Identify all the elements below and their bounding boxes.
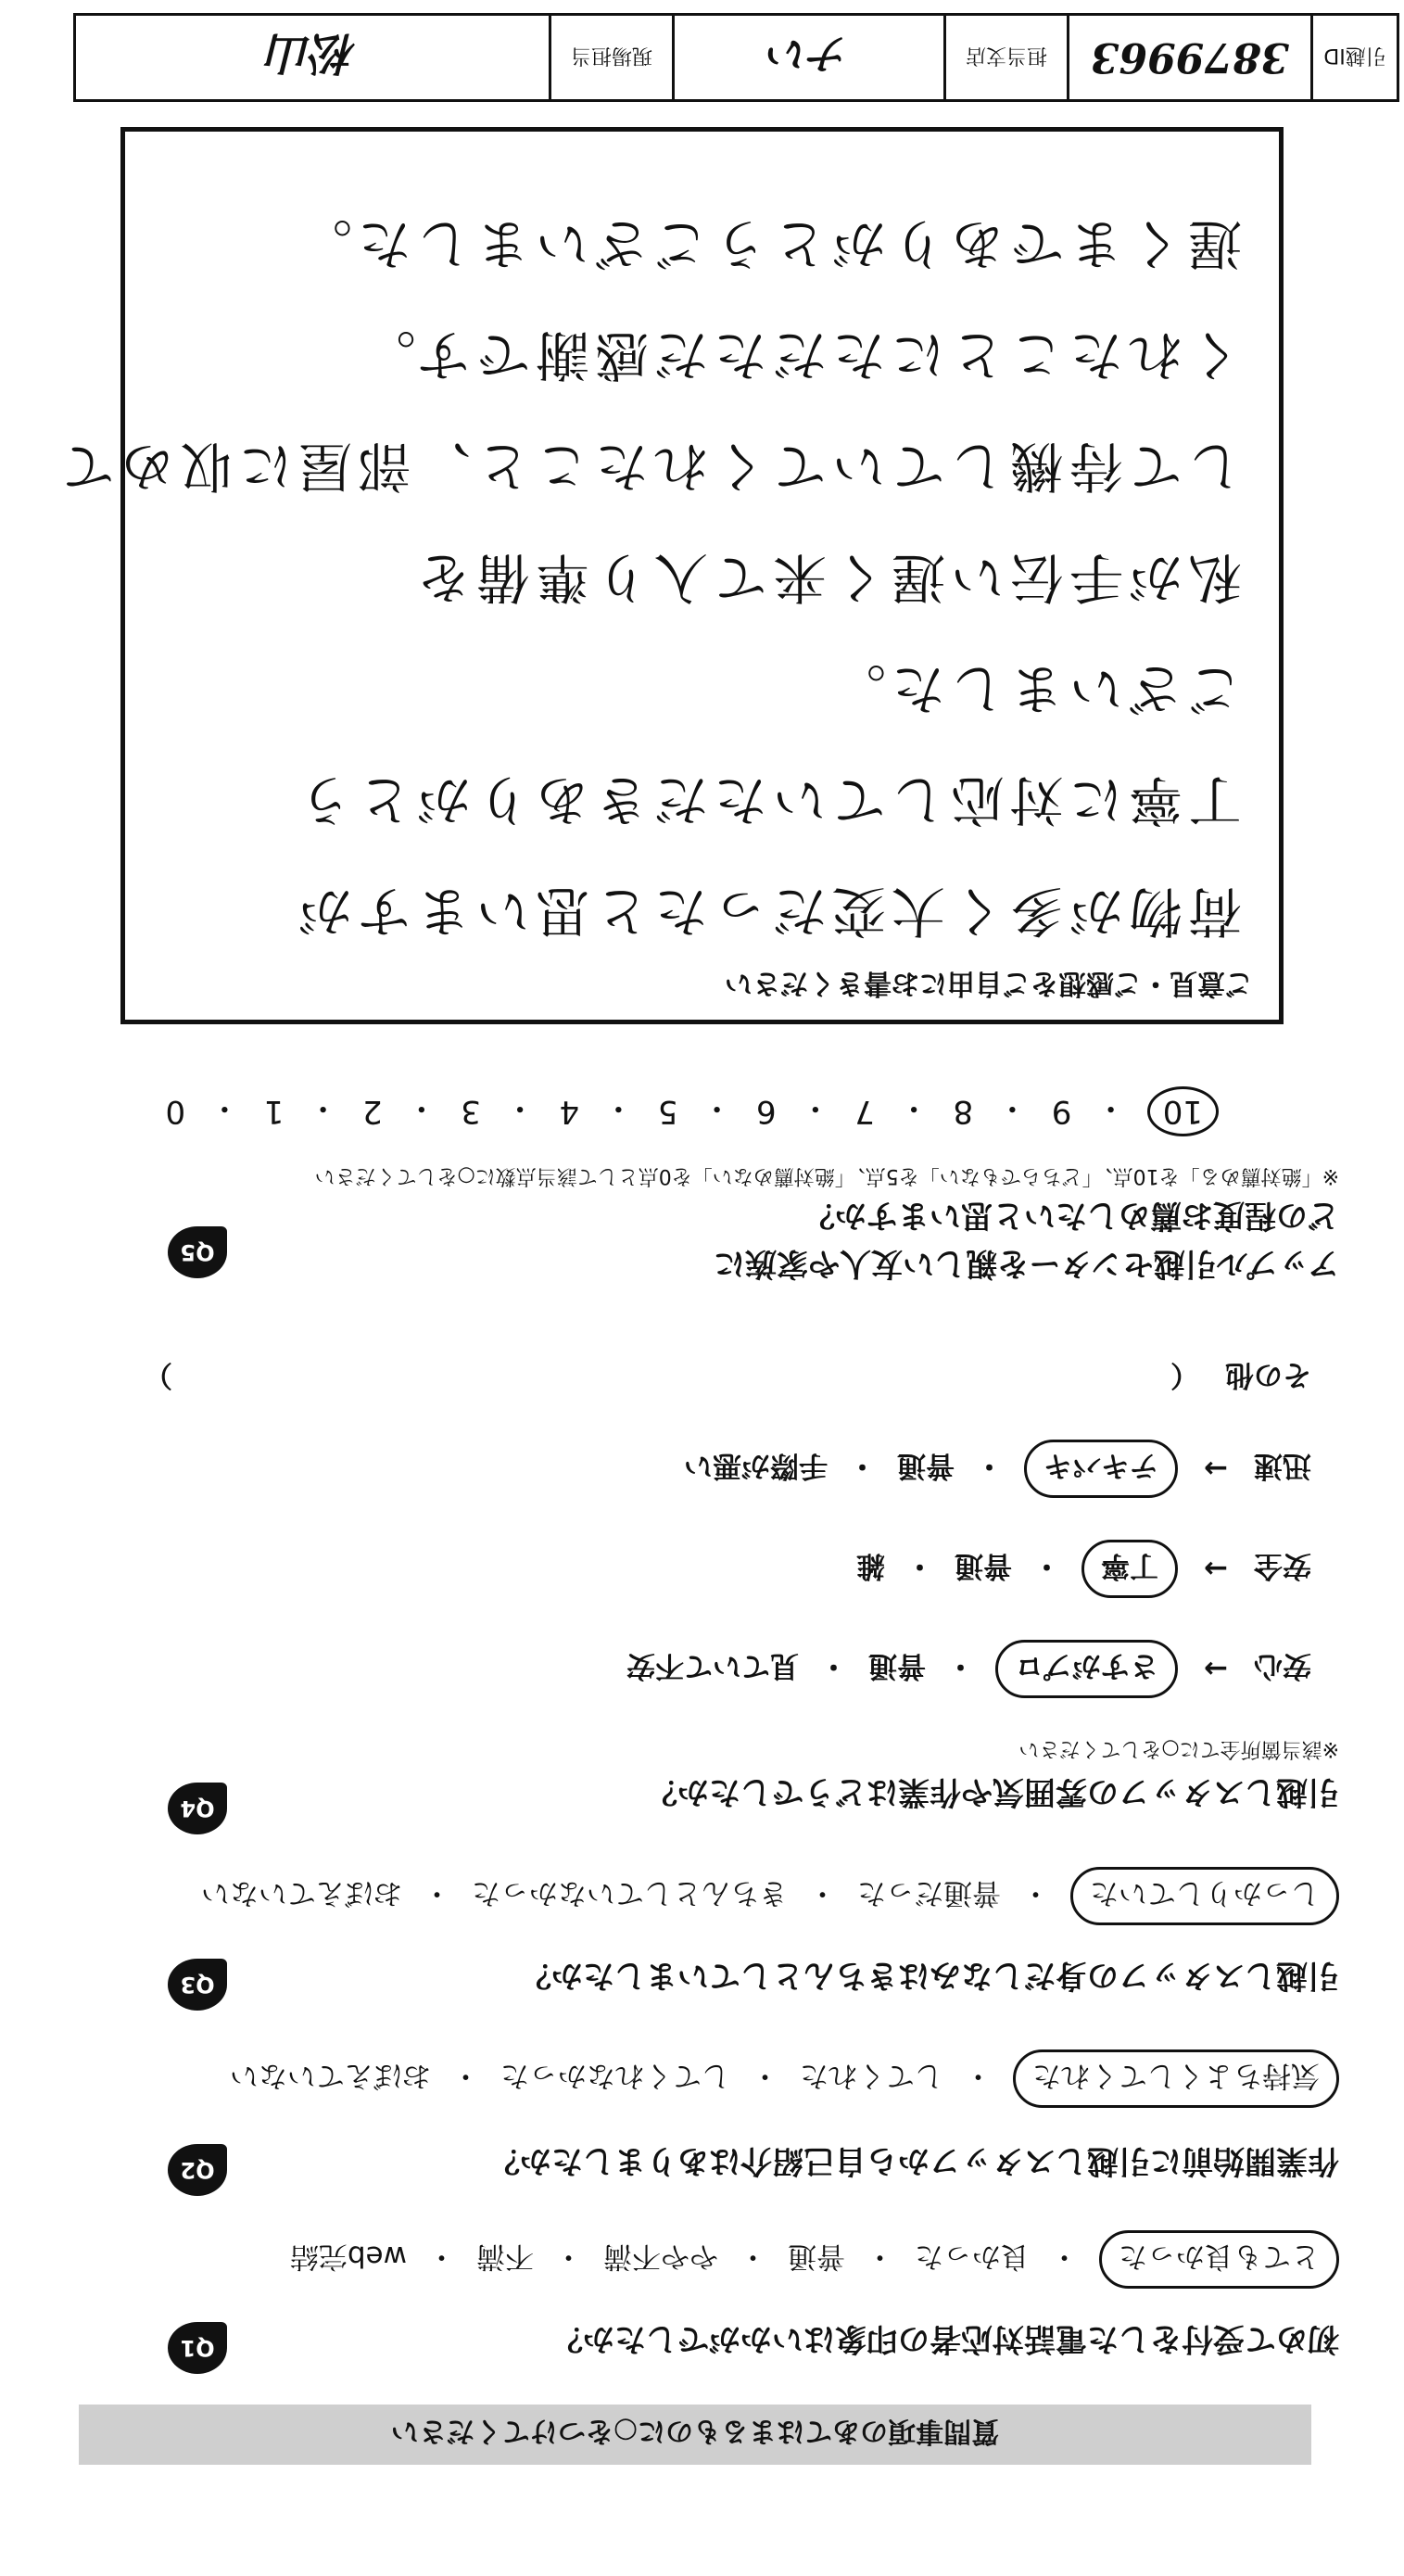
q4-option[interactable]: 丁寧 — [1081, 1540, 1178, 1598]
rating-8[interactable]: 8 — [953, 1093, 974, 1130]
q4-note: ※該当箇所全てに○をしてください — [1018, 1737, 1339, 1760]
rating-10[interactable]: 10 — [1147, 1086, 1219, 1136]
q4-option[interactable]: 普通 — [897, 1449, 955, 1482]
rating-9[interactable]: 9 — [1051, 1093, 1072, 1130]
q2-badge-icon: Q2 — [168, 2144, 227, 2196]
rating-6[interactable]: 6 — [755, 1093, 777, 1130]
rating-2[interactable]: 2 — [361, 1093, 383, 1130]
q4-other-open-paren: （ — [1170, 1358, 1199, 1391]
q3-badge-icon: Q3 — [168, 1959, 227, 2011]
q3-question: 引越しスタッフの身だしなみはきちんとしていましたか？ — [520, 1957, 1339, 1994]
arrow-icon: → — [1204, 1552, 1228, 1586]
q3-option[interactable]: 普通だった — [857, 1876, 1001, 1910]
staff-value: 松山 — [268, 27, 358, 80]
comment-title: ご意見・ご感想をご自由にお書きください — [725, 967, 1253, 999]
comment-line: 私が手伝い遅く来て入り準備を — [411, 546, 1242, 609]
id-label: 引越ID — [1310, 16, 1397, 99]
q2-question: 作業開始前に引越しスタッフから自己紹介はありましたか？ — [488, 2142, 1339, 2179]
comment-line: ございました。 — [826, 657, 1242, 720]
q4-option[interactable]: テキパキ — [1024, 1440, 1178, 1498]
q3-options: しっかりしていた ・ 普通だった ・ きちんとしていなかった ・ おぼえていない — [201, 1867, 1339, 1925]
q1-option[interactable]: 良かった — [915, 2240, 1030, 2273]
q2-options: 気持ちよくしてくれた ・ してくれた ・ してくれなかった ・ おぼえていない — [230, 2049, 1339, 2108]
q1-option[interactable]: やや不満 — [603, 2240, 718, 2273]
q1-badge-icon: Q1 — [168, 2322, 227, 2374]
comment-line: 遅くまでありがとうございました。 — [292, 212, 1242, 275]
q3-option[interactable]: しっかりしていた — [1070, 1867, 1339, 1925]
comment-line: して待機していてくれたこと、部屋に収めて — [55, 435, 1242, 498]
comment-line: 荷物が多く大変だったと思いますが — [292, 880, 1242, 943]
q4-option[interactable]: 雑 — [856, 1549, 886, 1582]
rating-1[interactable]: 1 — [263, 1093, 285, 1130]
q4-row-label: 安心 — [1254, 1649, 1311, 1682]
rating-0[interactable]: 0 — [165, 1093, 186, 1130]
rating-7[interactable]: 7 — [854, 1093, 875, 1130]
id-header-bar — [73, 13, 1399, 102]
q1-option[interactable]: 普通 — [788, 2240, 845, 2273]
comment-line: 丁寧に対応していただきありがとう — [292, 768, 1242, 831]
q4-other-label: その他 — [1225, 1358, 1311, 1391]
id-value: 3879963 — [1067, 16, 1310, 99]
q4-other-close-paren: ） — [144, 1358, 172, 1391]
branch-label: 担当支店 — [943, 16, 1067, 99]
q4-badge-icon: Q4 — [168, 1783, 227, 1834]
q4-option[interactable]: 普通 — [868, 1649, 927, 1682]
q4-row-safety: 安全 → 丁寧 ・ 普通 ・ 雑 — [856, 1540, 1311, 1598]
q1-option[interactable]: 不満 — [476, 2240, 534, 2273]
q1-option[interactable]: web完結 — [289, 2240, 407, 2273]
arrow-icon: → — [1204, 1452, 1228, 1486]
q4-other-row — [144, 1357, 1311, 1399]
staff-label: 現場担当 — [549, 16, 672, 99]
q4-option[interactable]: 見ていて不安 — [626, 1649, 800, 1682]
q5-badge-icon: Q5 — [168, 1226, 227, 1278]
q4-question: 引越しスタッフの雰囲気や作業はどうでしたか？ — [646, 1773, 1339, 1810]
q5-question-line2: どの程度お薦めしたいと思いますか？ — [803, 1197, 1339, 1234]
q5-note: ※「絶対薦める」を10点、「どちらでもない」を5点、「絶対薦めない」を0点として該当点数に○をしてください — [314, 1164, 1339, 1187]
comment-line: くれたことにただただ感謝です。 — [356, 324, 1242, 387]
comment-box — [55, 127, 1284, 1024]
q5-question-line1: アップル引越センターを親しい友人や家族に — [714, 1245, 1339, 1282]
q4-row-label: 安全 — [1254, 1549, 1311, 1582]
q1-option[interactable]: とても良かった — [1099, 2230, 1339, 2289]
branch-value: ナい — [672, 16, 943, 99]
q3-option[interactable]: おぼえていない — [201, 1876, 402, 1910]
q1-question: 初めて受付をした電話対応者の印象はいかがでしたか？ — [551, 2320, 1339, 2357]
q4-option[interactable]: 普通 — [955, 1549, 1013, 1582]
q4-option[interactable]: 手際が悪い — [684, 1449, 828, 1482]
rating-3[interactable]: 3 — [461, 1093, 481, 1130]
q4-option[interactable]: さすがプロ — [995, 1640, 1178, 1698]
q2-option[interactable]: してくれなかった — [500, 2059, 730, 2092]
instruction-band: 質問事項のあてはまるものに○をつけてください — [79, 2405, 1311, 2465]
arrow-icon: → — [1204, 1652, 1228, 1686]
rating-5[interactable]: 5 — [657, 1093, 678, 1130]
q2-option[interactable]: 気持ちよくしてくれた — [1013, 2049, 1339, 2108]
q2-option[interactable]: してくれた — [800, 2059, 943, 2092]
q4-row-speed: 迅速 → テキパキ ・ 普通 ・ 手際が悪い — [684, 1440, 1311, 1498]
q3-option[interactable]: きちんとしていなかった — [472, 1876, 788, 1910]
rating-4[interactable]: 4 — [559, 1093, 580, 1130]
q4-row-reassurance: 安心 → さすがプロ ・ 普通 ・ 見ていて不安 — [626, 1640, 1311, 1698]
q2-option[interactable]: おぼえていない — [230, 2059, 431, 2092]
q4-row-label: 迅速 — [1254, 1449, 1311, 1482]
q1-options: とても良かった ・ 良かった ・ 普通 ・ やや不満 ・ 不満 ・ web完結 — [290, 2230, 1339, 2289]
rating-scale: 10 ・ 9 ・ 8 ・ 7 ・ 6 ・ 5 ・ 4 ・ 3 ・ 2 ・ 1 ・ 0 — [162, 1079, 1219, 1144]
